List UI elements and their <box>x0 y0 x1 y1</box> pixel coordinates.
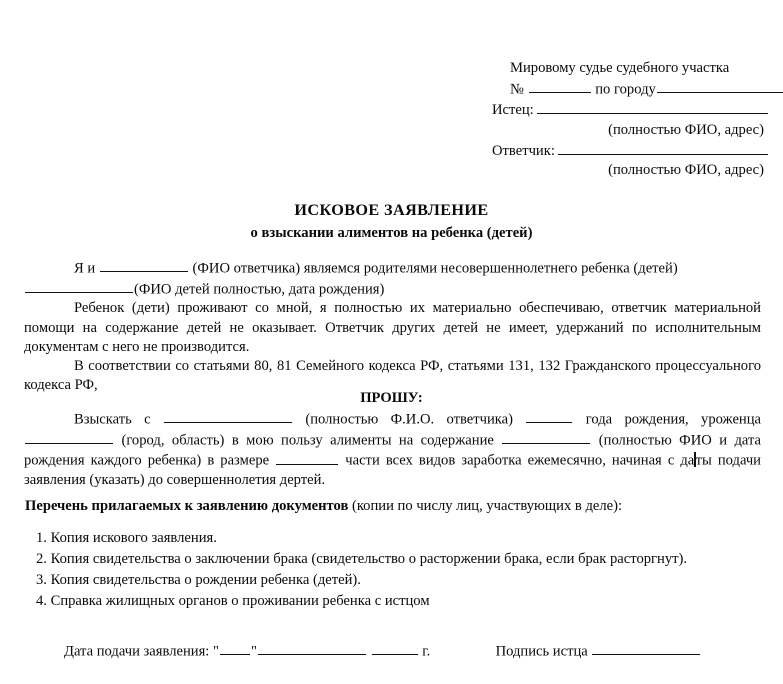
defendant-label: Ответчик: <box>492 142 555 159</box>
plaintiff-fill-rule[interactable] <box>537 100 768 114</box>
document-title: ИСКОВОЕ ЗАЯВЛЕНИЕ <box>294 201 489 219</box>
year-suffix: г. <box>422 643 431 660</box>
court-line-text: Мировому судье судебного участка <box>510 60 730 76</box>
city-fill-rule[interactable] <box>657 79 783 93</box>
plaintiff-line <box>492 100 768 121</box>
p1-part-c: (ФИО детей полностью, дата рождения) <box>134 281 385 298</box>
year-fill-rule[interactable] <box>372 641 418 655</box>
quote-close: " <box>250 643 257 660</box>
attachments-heading <box>25 497 762 516</box>
p1-part-b: (ФИО ответчика) являемся родителями несовершеннолетнего ребенка (детей) <box>192 260 678 277</box>
date-label: Дата подачи заявления: <box>64 643 210 660</box>
paragraph-children-names <box>24 279 761 300</box>
claim-share-fill-rule[interactable] <box>276 450 338 464</box>
court-number-line <box>492 79 768 100</box>
court-line <box>492 58 768 79</box>
by-city-label: по городу <box>595 81 656 98</box>
court-number-fill-rule[interactable] <box>529 79 591 93</box>
claim-defendant-fill-rule[interactable] <box>164 409 292 423</box>
number-symbol: № <box>510 81 524 98</box>
list-item: 3. Копия свидетельства о рождении ребенка (детей). <box>36 572 361 589</box>
claim-part-a: Взыскать с <box>74 411 151 428</box>
attachments-heading-rest: (копии по числу лиц, участвующих в деле): <box>348 498 623 514</box>
quote-open: " <box>213 643 219 660</box>
claim-children-fill-rule[interactable] <box>502 430 590 444</box>
addressee-header-block <box>492 58 768 180</box>
signature-fill-rule[interactable] <box>592 641 700 655</box>
request-heading: ПРОШУ: <box>360 390 423 406</box>
claim-birthyear-fill-rule[interactable] <box>526 409 572 423</box>
paragraph-parents <box>24 258 761 279</box>
p1-part-a: Я и <box>74 260 96 277</box>
paragraph-claim <box>24 409 761 490</box>
list-item: 1. Копия искового заявления. <box>36 530 217 547</box>
claim-part-c: года рождения, уроженца <box>585 411 762 428</box>
defendant-name-fill-rule[interactable] <box>100 258 188 272</box>
defendant-line <box>492 140 768 161</box>
signature-label: Подпись истца <box>495 643 588 660</box>
claim-part-g: ты подачи заявления (указать) до совершеннолетия дертей. <box>24 452 761 489</box>
list-item: 2. Копия свидетельства о заключении брака (свидетельство о расторжении брака, если брак расторгнут). <box>36 551 688 568</box>
claim-part-f: части всех видов заработка ежемесячно, начиная с да <box>345 452 695 469</box>
children-names-fill-rule[interactable] <box>25 279 133 293</box>
defendant-fill-rule[interactable] <box>558 140 768 154</box>
paragraph-legal-basis: В соответствии со статьями 80, 81 Семейного кодекса РФ, статьями 131, 132 Гражданского процессуального кодекса РФ, <box>24 358 761 394</box>
plaintiff-label: Истец: <box>492 102 534 119</box>
defendant-caption: (полностью ФИО, адрес) <box>608 161 764 178</box>
paragraph-living-support: Ребенок (дети) проживают со мной, я полностью их материально обеспечиваю, ответчик материальной помощи на содержание детей не оказывает. Ответчик других детей не имеет, удержаний по исполнительным документам с него не производится. <box>24 300 761 355</box>
claim-part-d: (город, область) в мою пользу алименты на содержание <box>121 432 494 449</box>
attachments-list <box>25 529 762 612</box>
list-item: 4. Справка жилищных органов о проживании ребенка с истцом <box>36 593 430 610</box>
claim-part-e: (полностью ФИО и дата рождения каждого ребенка) в размере <box>24 432 762 469</box>
plaintiff-caption: (полностью ФИО, адрес) <box>608 121 764 138</box>
footer-signature-row <box>64 641 764 662</box>
attachments-heading-bold: Перечень прилагаемых к заявлению документов <box>25 498 349 514</box>
claim-birthplace-fill-rule[interactable] <box>25 430 113 444</box>
claim-text-area <box>24 409 761 490</box>
claim-part-b: (полностью Ф.И.О. ответчика) <box>305 411 514 428</box>
month-fill-rule[interactable] <box>258 641 366 655</box>
day-fill-rule[interactable] <box>220 641 250 655</box>
attachments-section <box>25 497 762 613</box>
body-text-area <box>24 258 761 396</box>
document-subtitle: о взыскании алиментов на ребенка (детей) <box>250 225 533 241</box>
